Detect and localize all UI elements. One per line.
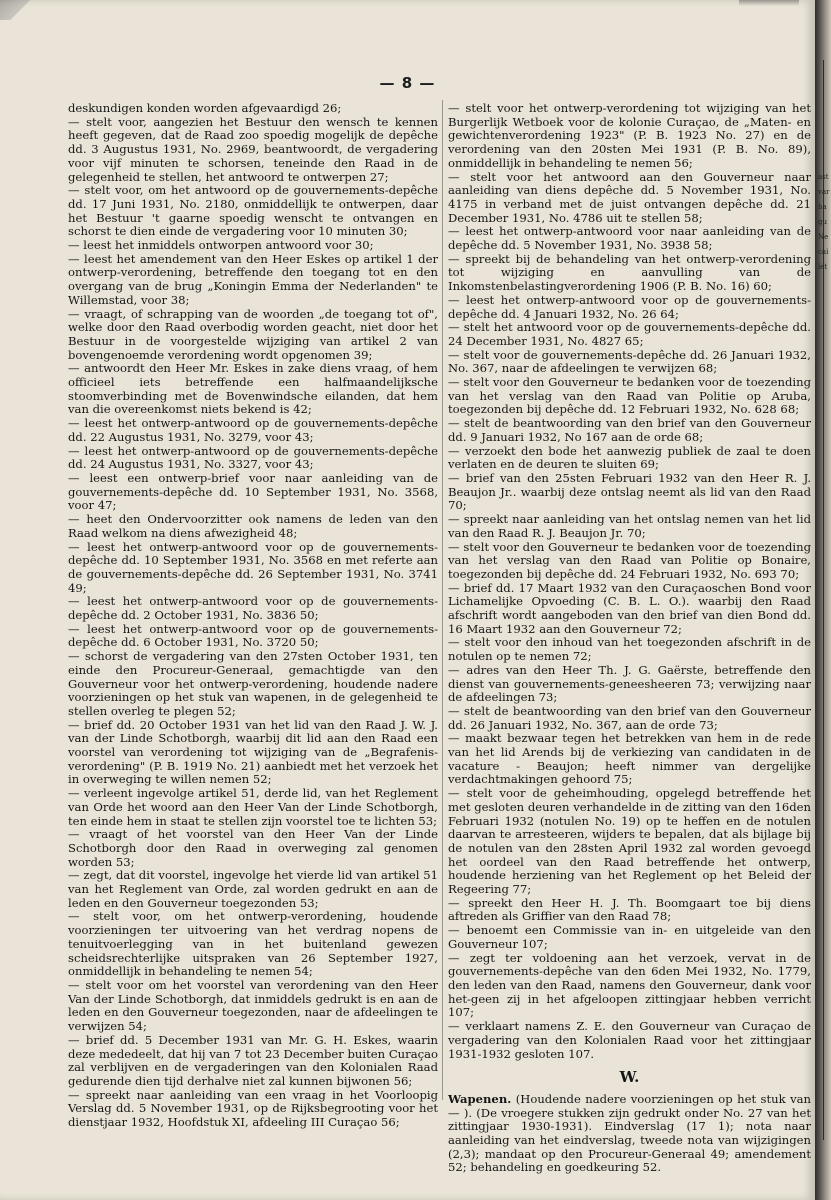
scan-corner-mark bbox=[0, 0, 40, 20]
index-entry: — stelt het antwoord voor op de gouvernements-depêche dd. 24 December 1931, No. 4827 65; bbox=[448, 320, 811, 348]
page-number: — 8 — bbox=[379, 74, 436, 92]
index-entry: — zegt ter voldoening aan het verzoek, vervat in de gouvernements-depêche van den 6den Mei 1932, No. 1779, den leden van den Raad, namens den Gouverneur, dank voor het-geen zij in het afgeloopen zittingjaar hebben verricht 107; bbox=[448, 950, 811, 1020]
index-entry: — brief van den 25sten Februari 1932 van den Heer R. J. Beaujon Jr.. waarbij deze ontslag neemt als lid van den Raad 70; bbox=[448, 470, 811, 513]
index-entry: — vraagt of het voorstel van den Heer Van der Linde Schotborgh door den Raad in overweging zal genomen worden 53; bbox=[68, 827, 438, 869]
index-entry: — spreekt bij de behandeling van het ontwerp-verordening tot wijziging en aanvulling van de Inkomstenbelastingverordening 1906 (P. B. No. 16) 60; bbox=[448, 251, 811, 294]
section-heading: W. bbox=[619, 1068, 640, 1087]
index-entry: — stelt voor den inhoud van het toegezonden afschrift in de notulen op te nemen 72; bbox=[448, 635, 811, 664]
index-entry: — verklaart namens Z. E. den Gouverneur van Curaçao de vergadering van den Kolonialen Raad voor het zittingjaar 1931-1932 gesloten 107. bbox=[448, 1019, 811, 1061]
index-entry: — benoemt een Commissie van in- en uitgeleide van den Gouverneur 107; bbox=[448, 923, 811, 951]
index-entry: — leest het ontwerp-antwoord voor naar aanleiding van de depêche dd. 5 November 1931, No. 3938 58; bbox=[448, 224, 811, 253]
index-entry: — stelt voor de gouvernements-depêche dd. 26 Januari 1932, No. 367, naar de afdeelingen te verwijzen 68; bbox=[448, 347, 811, 376]
right-column bbox=[448, 102, 811, 1175]
index-entry: — vraagt, of schrapping van de woorden „de toegang tot of", welke door den Raad overbodig worden geacht, niet door het Bestuur in de voorgestelde wijziging van artikel 2 van bovengenoemde verordening wordt opgenomen 39; bbox=[68, 306, 438, 362]
index-entry: — spreekt naar aanleiding van het ontslag nemen van het lid van den Raad R. J. Beaujon Jr. 70; bbox=[448, 512, 811, 540]
index-entry: — leest een ontwerp-brief voor naar aanleiding van de gouvernements-depêche dd. 10 September 1931, No. 3568, voor 47; bbox=[68, 470, 438, 513]
index-entry: — stelt voor om het voorstel van verordening van den Heer Van der Linde Schotborgh, dat inmiddels gedrukt is en aan de leden en den Gouverneur toegezonden, naar de afdeelingen te verwijzen 54; bbox=[68, 978, 438, 1034]
index-entry: — spreekt naar aanleiding van een vraag in het Voorloopig Verslag dd. 5 November 1931, op de Rijksbegrooting voor het dienstjaar 1932, Hoofdstuk XI, afdeeling III Curaçao 56; bbox=[68, 1087, 438, 1130]
adjacent-page-text: ast var ha gu Ne cai let bbox=[818, 173, 830, 271]
index-entry: — leest het ontwerp-antwoord voor op de gouvernements-depêche dd. 10 September 1931, No. 3568 en met referte aan de gouvernements-depêche dd. 26 September 1931, No. 3741 49; bbox=[68, 539, 438, 595]
index-entry: — leest het amendement van den Heer Eskes op artikel 1 der ontwerp-verordening, betreffende den toegang tot en den overgang van de brug „Koningin Emma der Nederlanden" te Willemstad, voor 38; bbox=[68, 251, 438, 307]
index-entry: — antwoordt den Heer Mr. Eskes in zake diens vraag, of hem officieel iets betreffende een halfmaandelijksche stoomverbinding met de Bovenwindsche eilanden, dat hem van die overeenkomst niets bekend is 42; bbox=[68, 361, 438, 417]
index-entry: — leest het ontwerp-antwoord op de gouvernements-depêche dd. 24 Augustus 1931, No. 3327, voor 43; bbox=[68, 443, 438, 472]
index-entry: — leest het inmiddels ontworpen antwoord voor 30; bbox=[68, 238, 374, 253]
wapenen-entry bbox=[448, 1093, 811, 1175]
column-divider bbox=[442, 100, 443, 1100]
index-entry: — maakt bezwaar tegen het betrekken van hem in de rede van het lid Arends bij de verkiezing van candidaten in de vacature - Beaujon; heeft nimmer van dergelijke verdachtmakingen gehoord 75; bbox=[448, 731, 811, 787]
index-entry: — stelt voor, aangezien het Bestuur den wensch te kennen heeft gegeven, dat de Raad zoo spoedig mogelijk de depêche dd. 3 Augustus 1931, No. 2969, beantwoordt, de vergadering voor vijf minuten te schorsen, teneinde den Raad in de gelegenheid te stellen, het antwoord te ontwerpen 27; bbox=[68, 114, 438, 184]
index-entry: — leest het ontwerp-antwoord voor op de gouvernements-depêche dd. 6 October 1931, No. 3720 50; bbox=[68, 621, 438, 650]
right-column-entries bbox=[448, 102, 811, 1061]
index-entry: — stelt voor het antwoord aan den Gouverneur naar aanleiding van diens depêche dd. 5 November 1931, No. 4175 in verband met de juist ontvangen depêche dd. 21 December 1931, No. 4786 uit te stellen 58; bbox=[448, 169, 811, 225]
index-entry: deskundigen konden worden afgevaardigd 26; bbox=[68, 101, 342, 115]
index-entry: — stelt voor, om het antwoord op de gouvernements-depêche dd. 17 Juni 1931, No. 2180, onmiddellijk te ontwerpen, daar het Bestuur 't gaarne spoedig wenscht te ontvangen en schorst te dien einde de vergadering voor 10 minuten 30; bbox=[68, 183, 438, 239]
index-entry: — brief dd. 20 October 1931 van het lid van den Raad J. W. J. van der Linde Schotborgh, waarbij dit lid aan den Raad een voorstel van verordening tot wijziging van de „Begrafenis-verordening" (P. B. 1919 No. 21) aanbiedt met het verzoek het in overweging te willen nemen 52; bbox=[68, 717, 438, 787]
index-entry: — zegt, dat dit voorstel, ingevolge het vierde lid van artikel 51 van het Reglement van Orde, zal worden gedrukt en aan de leden en den Gouverneur toegezonden 53; bbox=[68, 868, 438, 910]
scan-shadow bbox=[739, 0, 799, 6]
index-entry: — adres van den Heer Th. J. G. Gaërste, betreffende den dienst van gouvernements-geneesheeren 73; verwijzing naar de afdeelingen 73; bbox=[448, 662, 811, 705]
index-entry: — stelt voor het ontwerp-verordening tot wijziging van het Burgerlijk Wetboek voor de kolonie Curaçao, de „Maten- en gewichtenverordening 1923" (P. B. 1923 No. 27) en de verordening van den 20sten Mei 1931 (P. B. No. 89), onmiddellijk in behandeling te nemen 56; bbox=[448, 101, 811, 170]
index-entry: — verzoekt den bode het aanwezig publiek de zaal te doen verlaten en de deuren te sluiten 69; bbox=[448, 443, 811, 472]
wapenen-title: Wapenen. bbox=[448, 1091, 512, 1106]
index-entry: — stelt voor, om het ontwerp-verordening, houdende voorzieningen ter uitvoering van het verdrag nopens de tenuitvoerlegging van in het buitenland gewezen scheidsrechterlijke uitspraken van 26 September 1927, onmiddellijk in behandeling te nemen 54; bbox=[68, 909, 438, 979]
index-entry: — schorst de vergadering van den 27sten October 1931, ten einde den Procureur-Generaal, gemachtigde van den Gouverneur voor het ontwerp-verordening, houdende nadere voorzieningen op het stuk van wapenen, in de gelegenheid te stellen overleg te plegen 52; bbox=[68, 649, 438, 718]
index-entry: — leest het ontwerp-antwoord op de gouvernements-depêche dd. 22 Augustus 1931, No. 3279, voor 43; bbox=[68, 416, 438, 444]
index-entry: — stelt de beantwoording van den brief van den Gouverneur dd. 9 Januari 1932, No 167 aan de orde 68; bbox=[448, 416, 811, 444]
index-entry: — brief dd. 17 Maart 1932 van den Curaçaoschen Bond voor Lichamelijke Opvoeding (C. B. L. O.). waarbij den Raad afschrift wordt aangeboden van den brief van dien Bond dd. 16 Maart 1932 aan den Gouverneur 72; bbox=[448, 580, 811, 636]
index-entry: — stelt voor den Gouverneur te bedanken voor de toezending van het verslag van den Raad van Politie op Aruba, toegezonden bij depêche dd. 12 Februari 1932, No. 628 68; bbox=[448, 375, 811, 417]
adjacent-page-edge bbox=[815, 0, 831, 1200]
left-column bbox=[68, 102, 438, 1130]
index-entry: — brief dd. 5 December 1931 van Mr. G. H. Eskes, waarin deze mededeelt, dat hij van 7 tot 23 December buiten Curaçao zal verblijven en de vergaderingen van den Kolonialen Raad gedurende dien tijd derhalve niet zal kunnen bijwonen 56; bbox=[68, 1032, 438, 1088]
index-entry: — leest het ontwerp-antwoord voor op de gouvernements-depêche dd. 4 Januari 1932, No. 26 64; bbox=[448, 292, 811, 321]
index-entry: — verleent ingevolge artikel 51, derde lid, van het Reglement van Orde het woord aan den Heer Van der Linde Schotborgh, ten einde hem in staat te stellen zijn voorstel toe te lichten 53; bbox=[68, 786, 438, 828]
index-entry: — stelt voor de geheimhouding, opgelegd betreffende het met gesloten deuren verhandelde in de zitting van den 16den Februari 1932 (notulen No. 19) op te heffen en de notulen daarvan te arresteeren, wijders te bepalen, dat als bijlage bij de notulen van den 28sten April 1932 zal worden gevoegd het oordeel van den Raad betreffende het ontwerp, houdende herziening van het Reglement op het Beleid der Regeering 77; bbox=[448, 786, 811, 897]
index-entry: — spreekt den Heer H. J. Th. Boomgaart toe bij diens aftreden als Griffier van den Raad 78; bbox=[448, 895, 811, 924]
index-entry: — stelt de beantwoording van den brief van den Gouverneur dd. 26 Januari 1932, No. 367, aan de orde 73; bbox=[448, 703, 811, 732]
index-entry: — heet den Ondervoorzitter ook namens de leden van den Raad welkom na diens afwezigheid 48; bbox=[68, 512, 438, 540]
index-entry: — leest het ontwerp-antwoord voor op de gouvernements-depêche dd. 2 October 1931, No. 3836 50; bbox=[68, 594, 438, 623]
wapenen-text: (Houdende nadere voorzieningen op het stuk van — ). (De vroegere stukken zijn gedrukt onder No. 27 van het zittingjaar 1930-1931). Eindverslag (17 1); nota naar aanleiding van het eindverslag, tweede nota van wijzigingen (2,3); mandaat op den Procureur-Generaal 49; amendement 52; behandeling en goedkeuring 52. bbox=[448, 1091, 811, 1175]
index-entry: — stelt voor den Gouverneur te bedanken voor de toezending van het verslag van den Raad van Politie op Bonaire, toegezonden bij depêche dd. 24 Februari 1932, No. 693 70; bbox=[448, 539, 811, 581]
